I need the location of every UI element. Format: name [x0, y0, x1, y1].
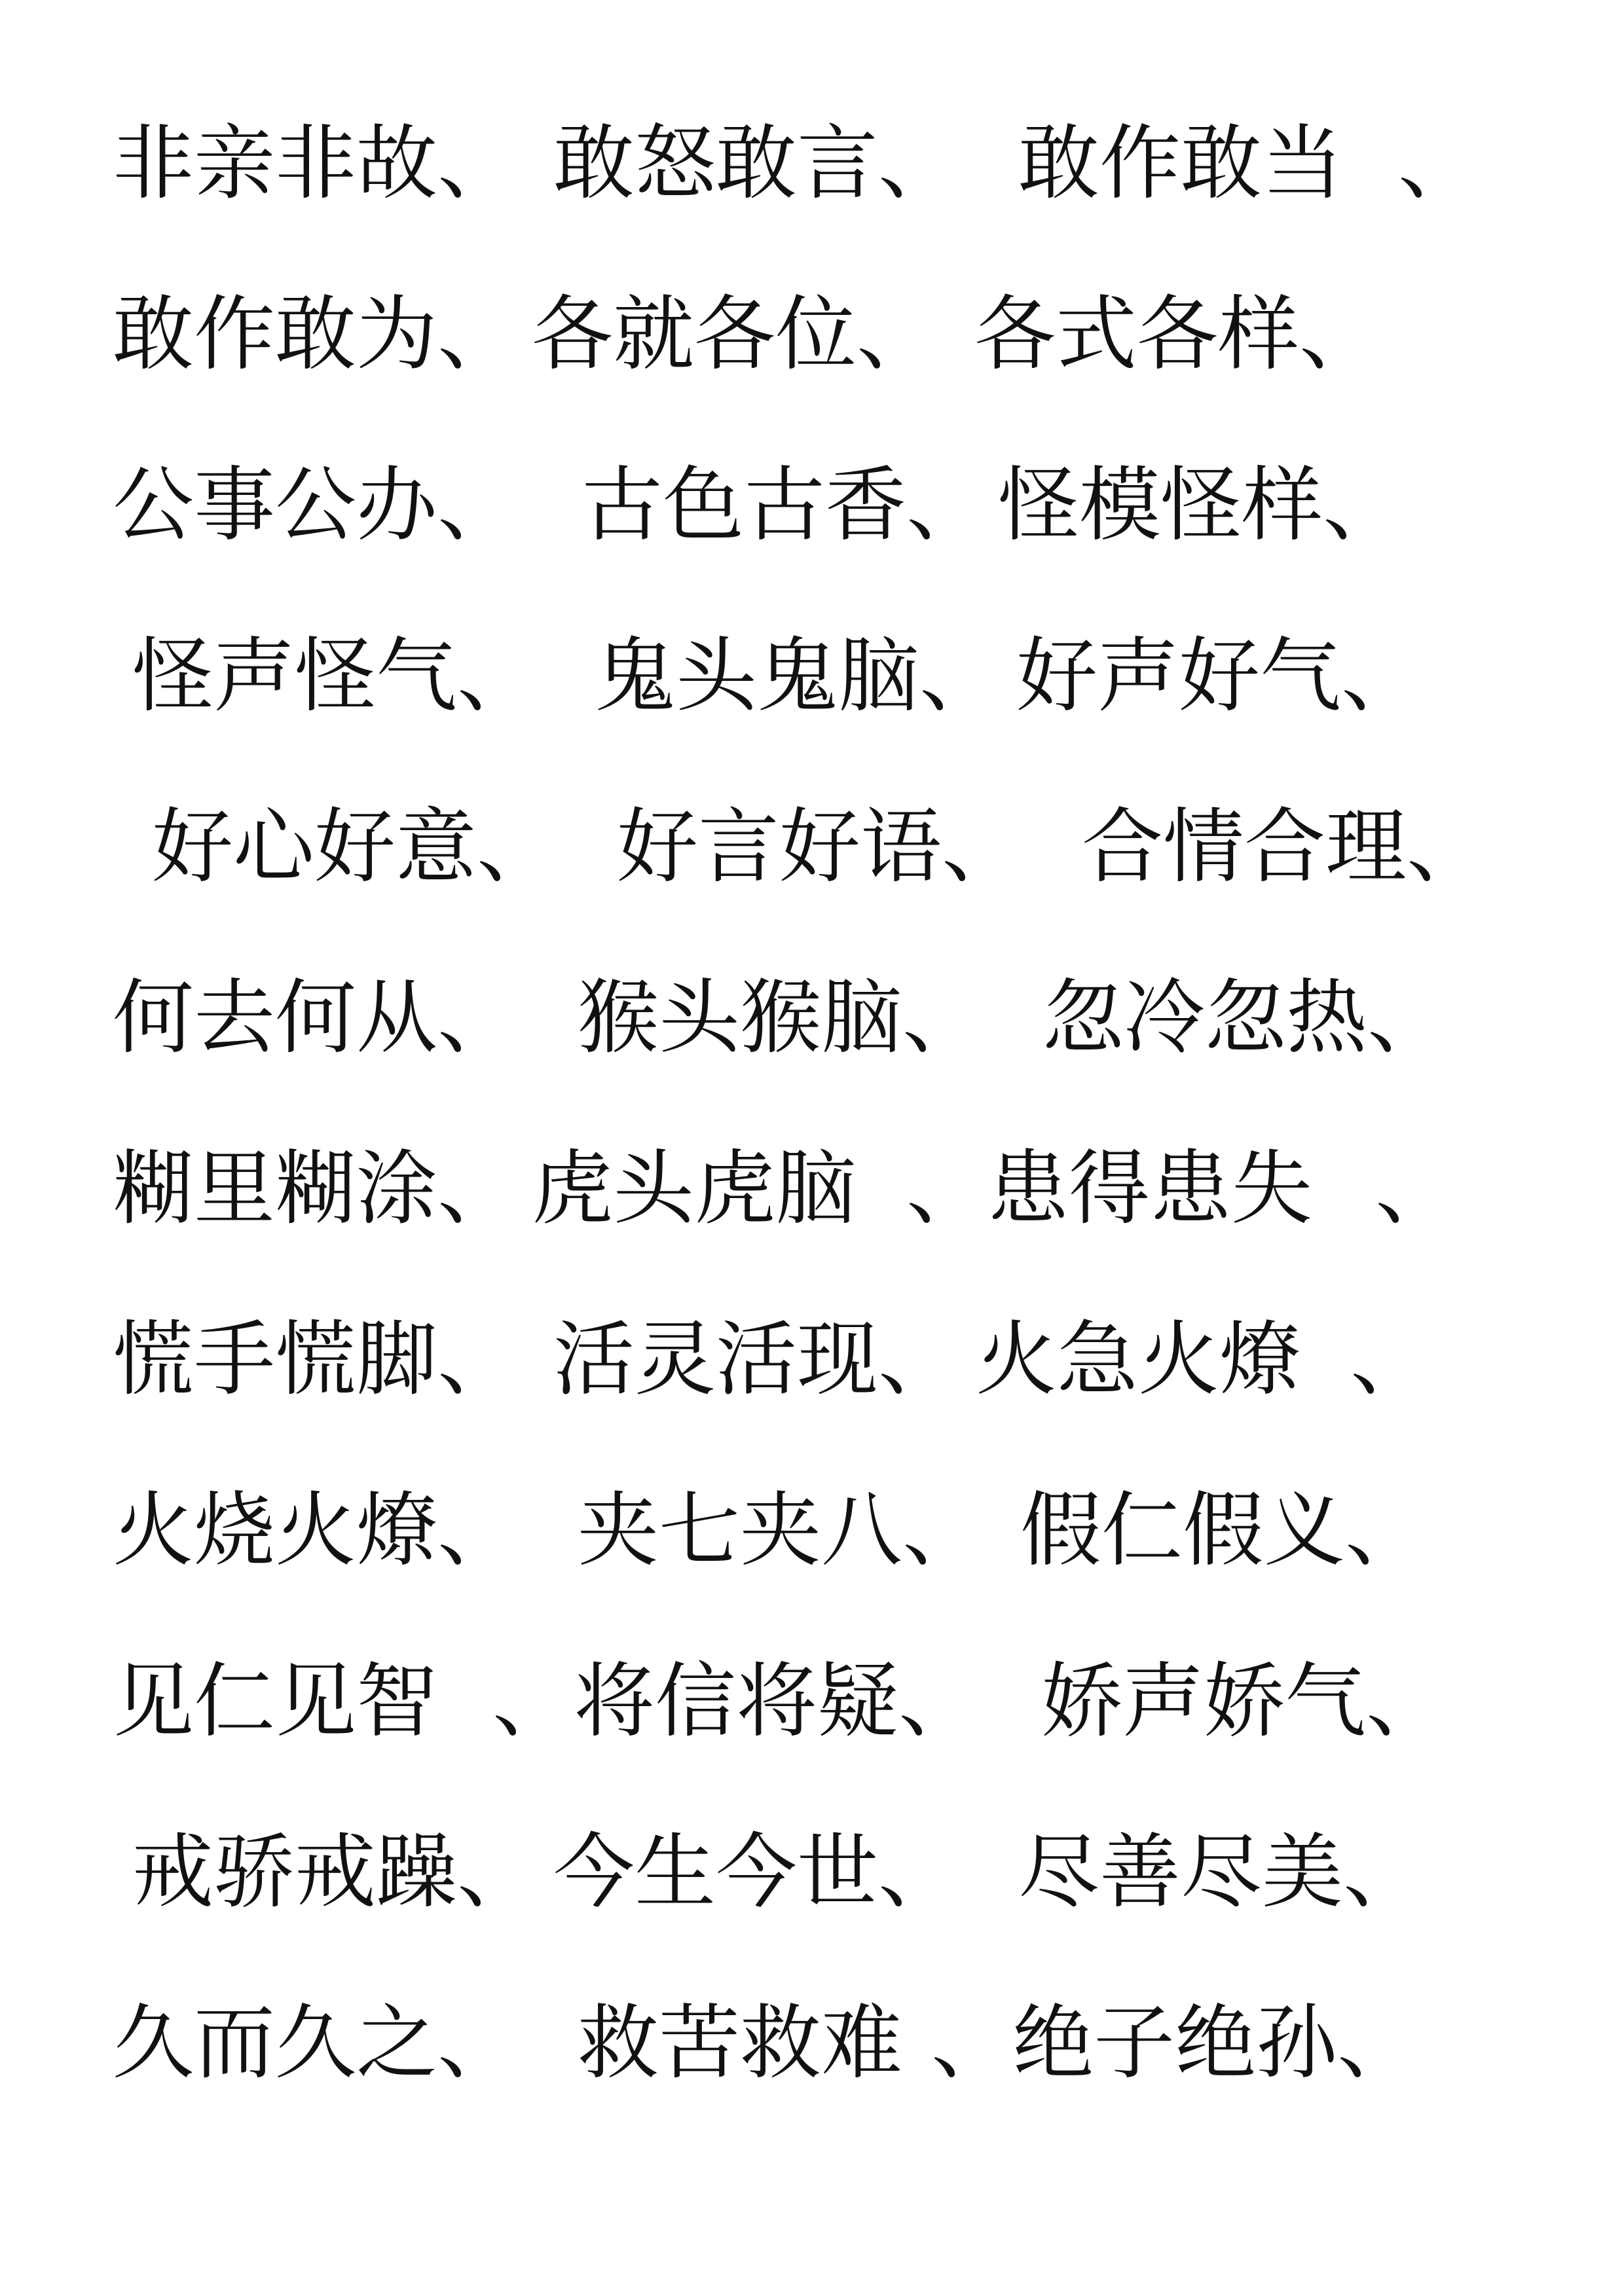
- idiom-line-11: [0, 1807, 1624, 1938]
- idiom-text: 娇声娇气、: [1041, 1654, 1448, 1749]
- idiom-text: 何去何从、: [113, 971, 519, 1065]
- idiom-line-6: [0, 953, 1624, 1084]
- idiom-text: 忽冷忽热、: [1043, 971, 1449, 1065]
- idiom-text: 糊里糊涂、: [113, 1142, 519, 1236]
- idiom-line-7: [0, 1123, 1624, 1254]
- idiom-text: 火烧火燎、: [113, 1484, 519, 1578]
- idiom-line-8: [0, 1294, 1624, 1425]
- idiom-text: 合情合理、: [1082, 800, 1488, 894]
- idiom-line-3: [0, 440, 1624, 571]
- idiom-text: 戒骄戒躁、: [132, 1825, 539, 1920]
- idiom-text: 古色古香、: [581, 458, 988, 553]
- idiom-text: 各就各位、: [532, 287, 938, 382]
- idiom-text: 敢作敢为、: [113, 287, 519, 382]
- punctuation-mark: 、: [1398, 117, 1480, 211]
- idiom-text: 今生今世、: [553, 1825, 960, 1920]
- idiom-text: 久而久之、: [113, 1996, 519, 2090]
- idiom-text: 假仁假义、: [1020, 1484, 1427, 1578]
- idiom-line-12: [0, 1978, 1624, 2109]
- idiom-text: 好心好意、: [152, 800, 559, 894]
- idiom-text: 好言好语、: [617, 800, 1024, 894]
- idiom-text: 夹七夹八、: [578, 1484, 984, 1578]
- idiom-line-9: [0, 1465, 1624, 1596]
- idiom-text: 好声好气、: [1016, 629, 1423, 723]
- idiom-text: 怪模怪样、: [998, 458, 1405, 553]
- idiom-line-4: [0, 611, 1624, 742]
- idiom-line-10: [0, 1636, 1624, 1767]
- idiom-text: 慌手慌脚、: [113, 1313, 519, 1407]
- idiom-text: 敢作敢当: [1018, 117, 1344, 211]
- idiom-text: 怪声怪气、: [132, 629, 539, 723]
- idiom-text: 尽善尽美、: [1018, 1825, 1425, 1920]
- idiom-text: 见仁见智: [113, 1654, 438, 1749]
- idiom-text: 敢怒敢言、: [553, 117, 960, 211]
- idiom-text: 非亲非故、: [113, 117, 519, 211]
- idiom-text: 救苦救难: [578, 1996, 903, 2090]
- idiom-text: 公事公办、: [113, 458, 519, 553]
- idiom-text: 、绝子绝孙、: [931, 1996, 1419, 2090]
- idiom-text: 鬼头鬼脑、: [595, 629, 1001, 723]
- idiom-line-5: [0, 782, 1624, 913]
- idiom-line-1: [0, 98, 1624, 229]
- idiom-text: 火急火燎: [976, 1313, 1301, 1407]
- punctuation-mark: 、: [1350, 1313, 1432, 1407]
- idiom-text: 活灵活现、: [553, 1313, 960, 1407]
- punctuation-mark: 、: [1375, 1142, 1457, 1236]
- idiom-text: 各式各样、: [974, 287, 1381, 382]
- idiom-text: 猴头猴脑、: [578, 971, 984, 1065]
- idiom-text: 、将信将疑、: [492, 1654, 980, 1749]
- idiom-line-2: [0, 269, 1624, 400]
- idiom-text: 虎头虎脑: [532, 1142, 857, 1236]
- idiom-text: 、患得患失: [906, 1142, 1313, 1236]
